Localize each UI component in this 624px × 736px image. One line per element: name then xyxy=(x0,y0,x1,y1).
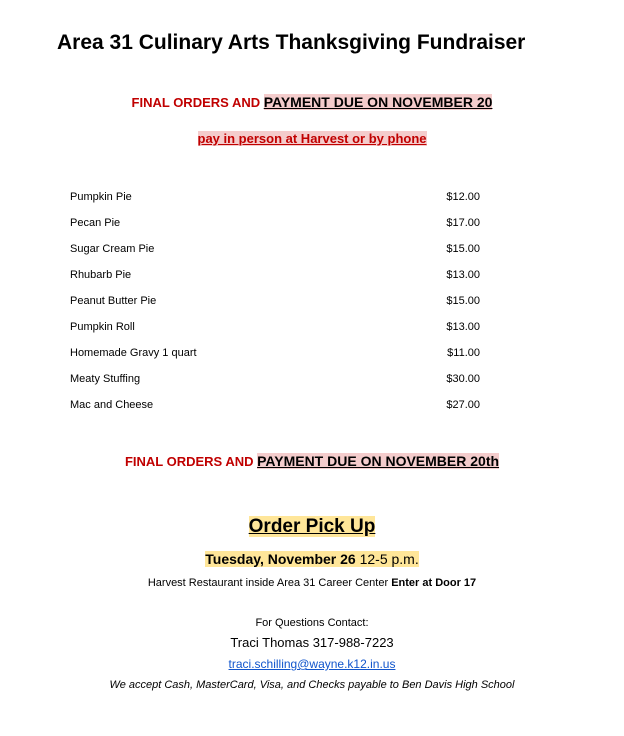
deadline-prefix: FINAL ORDERS AND xyxy=(131,95,264,110)
contact-name-phone: Traci Thomas 317-988-7223 xyxy=(230,635,394,650)
menu-item-price: $12.00 xyxy=(446,191,480,203)
menu-row xyxy=(70,396,480,422)
menu-item-price: $30.00 xyxy=(446,373,480,385)
menu-item-price: $15.00 xyxy=(446,243,480,255)
payment-method-text: pay in person at Harvest or by phone xyxy=(197,131,427,146)
menu-item-name: Pecan Pie xyxy=(70,217,121,229)
deadline-notice-top xyxy=(0,94,624,110)
menu-item-price: $13.00 xyxy=(446,321,480,333)
deadline-highlight: PAYMENT DUE ON NOVEMBER 20th xyxy=(257,453,500,469)
contact-label: For Questions Contact: xyxy=(255,617,369,629)
contact-email-link[interactable]: traci.schilling@wayne.k12.in.us xyxy=(228,657,396,671)
menu-item-name: Pumpkin Roll xyxy=(70,321,135,333)
menu-item-price: $27.00 xyxy=(446,399,480,411)
pickup-date: Tuesday, November 26 xyxy=(205,551,356,567)
deadline-highlight: PAYMENT DUE ON NOVEMBER 20 xyxy=(263,94,493,110)
payment-note: We accept Cash, MasterCard, Visa, and Checks payable to Ben Davis High School xyxy=(109,679,515,691)
pickup-heading-text: Order Pick Up xyxy=(248,516,376,537)
menu-item-price: $15.00 xyxy=(446,295,480,307)
menu-row xyxy=(70,370,480,396)
menu-item-name: Meaty Stuffing xyxy=(70,373,141,385)
menu-row xyxy=(70,292,480,318)
menu-item-name: Mac and Cheese xyxy=(70,399,154,411)
menu-row xyxy=(70,188,480,214)
menu-item-name: Peanut Butter Pie xyxy=(70,295,157,307)
pickup-datetime xyxy=(0,551,624,567)
page-title: Area 31 Culinary Arts Thanksgiving Fundraiser xyxy=(57,31,526,54)
menu-item-price: $17.00 xyxy=(446,217,480,229)
menu-item-name: Pumpkin Pie xyxy=(70,191,132,203)
pickup-location xyxy=(0,577,624,589)
deadline-prefix: FINAL ORDERS AND xyxy=(124,454,258,469)
menu-row xyxy=(70,344,480,370)
pickup-heading xyxy=(0,516,624,538)
pickup-entrance: Enter at Door 17 xyxy=(391,577,477,589)
payment-method-notice xyxy=(0,131,624,146)
menu-row xyxy=(70,240,480,266)
deadline-notice-bottom xyxy=(0,453,624,469)
menu-row xyxy=(70,266,480,292)
menu-item-price: $13.00 xyxy=(446,269,480,281)
menu-item-name: Sugar Cream Pie xyxy=(70,243,155,255)
menu-row xyxy=(70,214,480,240)
menu-item-name: Rhubarb Pie xyxy=(70,269,132,281)
pickup-location-text: Harvest Restaurant inside Area 31 Career Center xyxy=(147,577,392,589)
menu-list xyxy=(70,188,480,422)
menu-item-name: Homemade Gravy 1 quart xyxy=(70,347,197,359)
menu-item-price: $11.00 xyxy=(447,347,480,359)
menu-row xyxy=(70,318,480,344)
pickup-time: 12-5 p.m. xyxy=(355,551,419,567)
